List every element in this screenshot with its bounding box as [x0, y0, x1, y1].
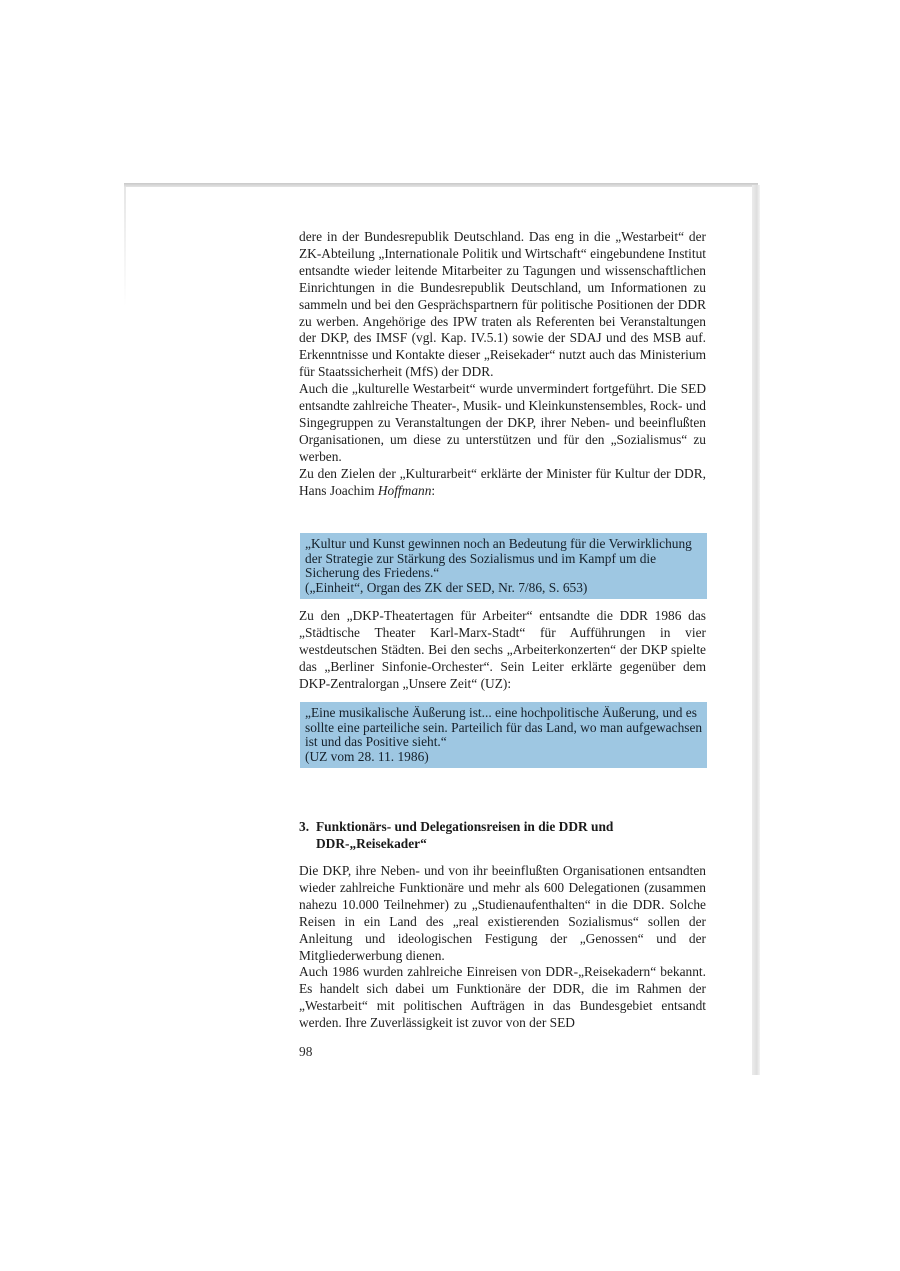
- paragraph-kulturarbeit-intro: [299, 466, 706, 500]
- intro-name: Hoffmann: [377, 482, 432, 498]
- paragraph-theatertage: Zu den „DKP-Theatertagen für Arbeiter“ entsandte die DDR 1986 das „Städtische Theater Karl-Marx-Stadt“ für Aufführungen in vier westdeutschen Städten. Bei den sechs „Arbeiterkonzerten“ der DKP spielte das „Berliner Sinfonie-Orchester“. Sein Leiter erklärte gegenüber dem DKP-Zentralorgan „Unsere Zeit“ (UZ):: [299, 608, 706, 691]
- text-block-2: [299, 608, 706, 693]
- page-number: 98: [299, 1044, 313, 1059]
- section-number: 3.: [299, 819, 310, 834]
- section-title-line2: DDR-„Reisekader“: [316, 836, 427, 851]
- text-block-3: [299, 863, 706, 1032]
- intro-text: Zu den Zielen der „Kulturarbeit“ erklärte der Minister für Kultur der DDR, Hans Joachim: [299, 465, 706, 498]
- quote-box-uz: [300, 702, 707, 768]
- page-right-edge: [752, 185, 760, 1075]
- page-left-edge: [124, 187, 126, 307]
- page-top-edge: [124, 183, 758, 187]
- paragraph-delegationen: Die DKP, ihre Neben- und von ihr beeinflußten Organisationen entsandten wieder zahlreiche Funktionäre und mehr als 600 Delegationen (zusammen nahezu 10.000 Teilnehmer) zu „Studienaufenthalten“ in die DDR. Solche Reisen in ein Land des „real existierenden Sozialismus“ sollen der Anleitung und ideologischen Festigung der „Genossen“ und der Mitgliederwerbung dienen.: [299, 863, 706, 963]
- intro-end: :: [431, 482, 436, 498]
- paragraph-kulturelle-westarbeit: Auch die „kulturelle Westarbeit“ wurde unvermindert fortgeführt. Die SED entsandte zahlreiche Theater-, Musik- und Kleinkunstensembles, Rock- und Singegruppen zu Veranstaltungen der DKP, ihrer Neben- und beeinflußten Organisationen, um diese zu unterstützen und für den „Sozialismus“ zu werben.: [299, 381, 706, 464]
- quote-source: („Einheit“, Organ des ZK der SED, Nr. 7/86, S. 653): [305, 579, 588, 595]
- section-heading: [299, 818, 706, 852]
- quote-box-hoffmann: [300, 533, 707, 599]
- quote-source: (UZ vom 28. 11. 1986): [305, 748, 429, 764]
- paragraph-ipw: dere in der Bundesrepublik Deutschland. Das eng in die „Westarbeit“ der ZK-Abteilung „Internationale Politik und Wirtschaft“ eingebundene Institut entsandte wieder leitende Mitarbeiter zu Tagungen und wissenschaftlichen Einrichtungen in die Bundesrepublik Deutschland, um Informationen zu sammeln und bei den Gesprächspartnern für politische Positionen der DDR zu werben. Angehörige des IPW traten als Referenten bei Veranstaltungen der DKP, des IMSF (vgl. Kap. IV.5.1) sowie der SDAJ und des MSB auf. Erkenntnisse und Kontakte dieser „Reisekader“ nutzt auch das Ministerium für Staatssicherheit (MfS) der DDR.: [299, 229, 706, 380]
- quote-text: „Eine musikalische Äußerung ist... eine hochpolitische Äußerung, und es sollte eine parteiliche sein. Parteilich für das Land, wo man aufgewachsen ist und das Positive sieht.“: [305, 705, 703, 750]
- section-title-line1: Funktionärs- und Delegationsreisen in die DDR und: [316, 819, 614, 834]
- paragraph-reisekader: Auch 1986 wurden zahlreiche Einreisen von DDR-„Reisekadern“ bekannt. Es handelt sich dabei um Funktionäre der DDR, die im Rahmen der „Westarbeit“ mit politischen Aufträgen in das Bundesgebiet entsandt werden. Ihre Zuverlässigkeit ist zuvor von der SED: [299, 964, 706, 1031]
- text-block-1: [299, 229, 706, 500]
- quote-text: „Kultur und Kunst gewinnen noch an Bedeutung für die Verwirklichung der Strategie zur Stärkung des Sozialismus und im Kampf um die Sicherung des Friedens.“: [305, 536, 692, 581]
